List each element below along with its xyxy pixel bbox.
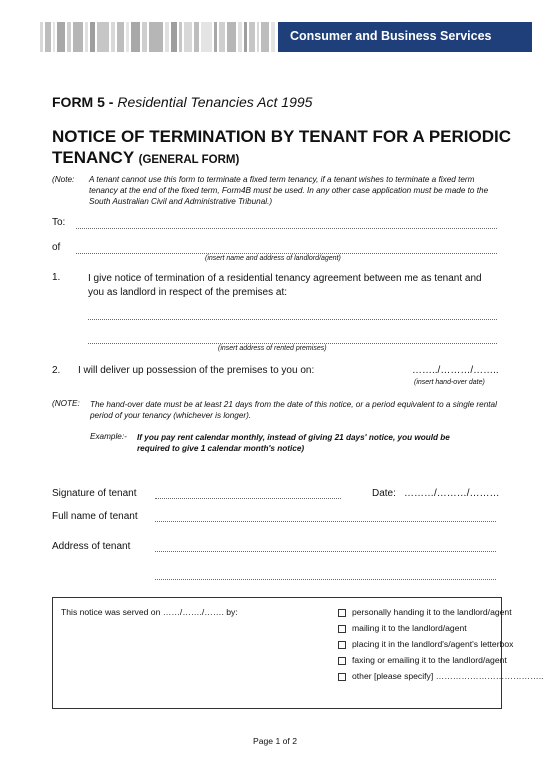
brand-name: Consumer and Business Services	[290, 29, 492, 43]
header-stripe	[184, 22, 192, 52]
landlord-caption: (insert name and address of landlord/agent)	[205, 255, 341, 262]
header-stripe	[117, 22, 124, 52]
header-stripe	[219, 22, 225, 52]
premises-field-2[interactable]	[88, 342, 497, 344]
example-label: Example:-	[90, 432, 127, 441]
checkbox-icon[interactable]	[338, 625, 346, 633]
signature-date-field[interactable]: ………/………/………	[404, 488, 500, 499]
checkbox-icon[interactable]	[338, 657, 346, 665]
example-text: If you pay rent calendar monthly, instead of giving 21 days' notice, you would be required to give 1 calendar month's notice)	[137, 433, 450, 453]
header-stripe	[73, 22, 83, 52]
header-stripe	[90, 22, 95, 52]
header-stripe	[179, 22, 182, 52]
header-stripe	[244, 22, 247, 52]
header-stripe	[271, 22, 275, 52]
clause2-number: 2.	[52, 365, 61, 376]
service-details-box	[52, 597, 544, 709]
header-stripe	[67, 22, 71, 52]
date-label: Date:	[372, 488, 396, 499]
header-stripe	[214, 22, 217, 52]
header-stripe	[261, 22, 269, 52]
header-stripe	[45, 22, 51, 52]
header-stripe	[142, 22, 147, 52]
served-option-label: other [please specify] ………………………………..	[352, 671, 544, 681]
header-stripe	[171, 22, 177, 52]
title-suffix: (GENERAL FORM)	[138, 154, 240, 166]
header-stripe	[131, 22, 140, 52]
served-option-label: faxing or emailing it to the landlord/agent	[352, 655, 507, 665]
checkbox-icon[interactable]	[338, 673, 346, 681]
to-label: To:	[52, 217, 66, 228]
address-field-2[interactable]	[155, 578, 496, 580]
to-field[interactable]	[76, 227, 497, 229]
header-stripe	[57, 22, 65, 52]
address-field-1[interactable]	[155, 550, 496, 552]
clause2-text: I will deliver up possession of the premises to you on:	[78, 365, 315, 376]
served-option-label: placing it in the landlord's/agent's letterbox	[352, 639, 514, 649]
handover-date-field[interactable]: ……../………/……..	[412, 365, 499, 376]
header-stripe	[201, 22, 212, 52]
signature-field[interactable]	[155, 497, 341, 499]
of-field[interactable]	[76, 252, 497, 254]
note2-label: (NOTE:	[52, 399, 80, 408]
served-option-fax-email[interactable]	[338, 655, 507, 665]
header-stripe	[165, 22, 169, 52]
page-title	[52, 126, 522, 171]
premises-field-1[interactable]	[88, 318, 497, 320]
served-option-label: personally handing it to the landlord/agent	[352, 607, 512, 617]
note-text: A tenant cannot use this form to terminate a fixed term tenancy, if a tenant wishes to terminate a fixed term tenancy at the end of the fixed term, Form4B must be used. In any other case application must be made to the South Australian Civil and Administrative Tribunal.)	[89, 175, 489, 206]
served-on-label: This notice was served on ……/……./……. by:	[61, 607, 238, 617]
page-number: Page 1 of 2	[253, 736, 297, 746]
header-stripe	[249, 22, 255, 52]
act-name: Residential Tenancies Act 1995	[117, 94, 313, 110]
clause1-number: 1.	[52, 272, 61, 283]
header-stripe	[85, 22, 88, 52]
form-number-label: FORM 5 -	[52, 94, 118, 110]
header-stripe	[238, 22, 242, 52]
header-stripe	[194, 22, 199, 52]
checkbox-icon[interactable]	[338, 609, 346, 617]
premises-caption: (insert address of rented premises)	[218, 345, 327, 352]
served-option-other[interactable]	[338, 671, 544, 681]
form-number	[52, 94, 312, 110]
header-stripe	[257, 22, 259, 52]
title-main: NOTICE OF TERMINATION BY TENANT FOR A PERIODIC TENANCY	[52, 127, 511, 167]
header-stripe	[149, 22, 163, 52]
fullname-label: Full name of tenant	[52, 511, 138, 522]
note2-text: The hand-over date must be at least 21 days from the date of this notice, or a period equivalent to a single rental period of your tenancy (whichever is longer).	[90, 400, 497, 420]
clause1-text: I give notice of termination of a residential tenancy agreement between me as tenant and you as landlord in respect of the premises at:	[88, 273, 482, 298]
of-label: of	[52, 242, 61, 253]
address-label: Address of tenant	[52, 541, 131, 552]
header-stripe	[53, 22, 55, 52]
header-stripe	[126, 22, 129, 52]
header-stripe	[40, 22, 43, 52]
header-stripe	[227, 22, 236, 52]
header-stripe	[97, 22, 109, 52]
handover-caption: (insert hand-over date)	[414, 379, 485, 386]
fullname-field[interactable]	[155, 520, 496, 522]
checkbox-icon[interactable]	[338, 641, 346, 649]
header-stripe	[111, 22, 115, 52]
note-label: (Note:	[52, 175, 75, 184]
served-option-letterbox[interactable]	[338, 639, 513, 649]
served-option-mail[interactable]	[338, 623, 467, 633]
signature-label: Signature of tenant	[52, 488, 137, 499]
served-option-label: mailing it to the landlord/agent	[352, 623, 467, 633]
served-option-personal[interactable]	[338, 607, 512, 617]
